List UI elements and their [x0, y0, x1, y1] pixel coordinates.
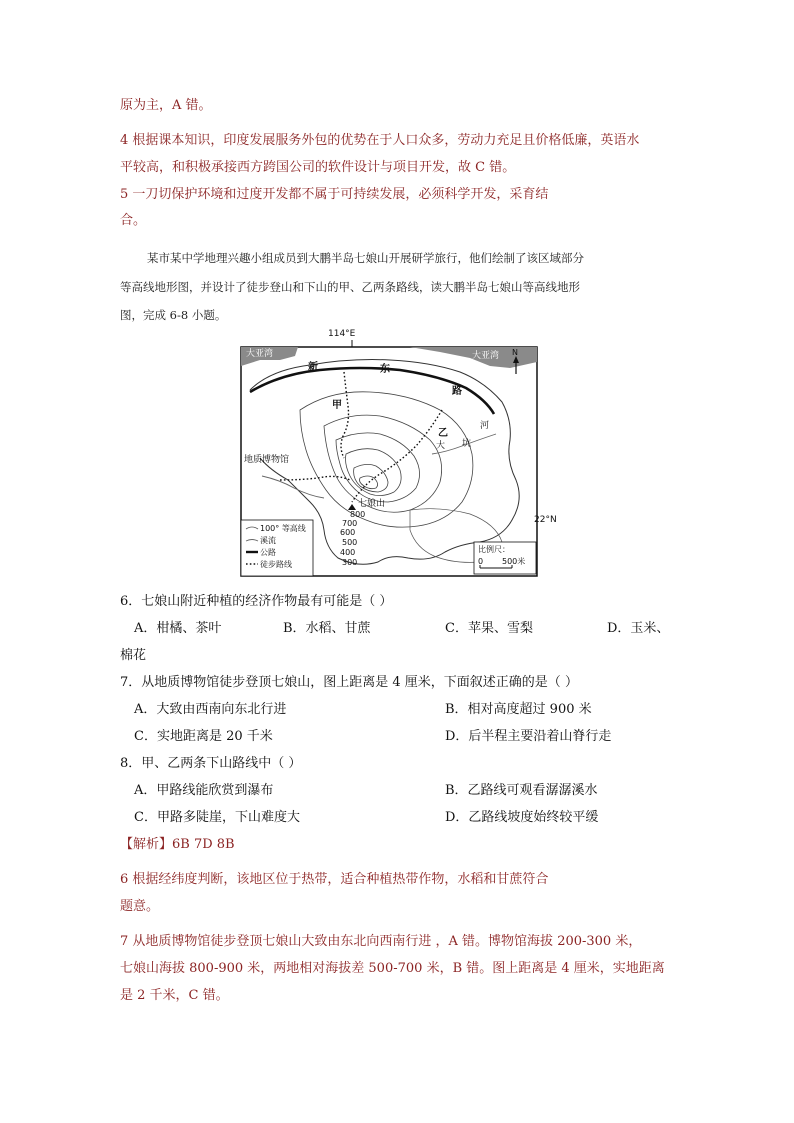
q8-option-c: C．甲路多陡崖，下山难度大 — [134, 810, 300, 825]
bay-right-label: 大亚湾 — [472, 351, 500, 361]
contour-600: 600 — [340, 528, 356, 537]
q8-stem: 8．甲、乙两条下山路线中（ ） — [120, 756, 302, 771]
q6-stem: 6．七娘山附近种植的经济作物最有可能是（ ） — [120, 594, 393, 609]
q7-option-b: B．相对高度超过 900 米 — [445, 702, 592, 717]
q6-option-b: B．水稻、甘蔗 — [283, 621, 371, 636]
q7-option-d: D．后半程主要沿着山脊行走 — [445, 729, 612, 744]
road-char-2: 东 — [380, 364, 390, 375]
legend-road: 公路 — [260, 548, 276, 557]
q7-option-c: C．实地距离是 20 千米 — [134, 729, 273, 744]
bay-left-label: 大亚湾 — [246, 349, 274, 359]
contour-300: 300 — [342, 558, 358, 567]
analysis-6-line2: 题意。 — [120, 899, 160, 914]
river-char-2: 大 — [436, 441, 446, 451]
contour-800: 800 — [350, 510, 366, 519]
contour-map-graphic — [240, 330, 540, 578]
legend-stream: 溪流 — [260, 536, 276, 545]
legend-contour: 100° 等高线 — [260, 524, 306, 533]
road-char-3: 路 — [452, 386, 462, 397]
q6-option-d: D．玉米、 — [607, 621, 670, 636]
q6-option-c: C．苹果、雪梨 — [445, 621, 533, 636]
longitude-label: 114°E — [328, 329, 356, 339]
river-char-1: 河 — [480, 421, 490, 431]
intro-line2: 等高线地形图，并设计了徒步登山和下山的甲、乙两条路线，读大鹏半岛七娘山等高线地形 — [120, 280, 580, 294]
answer-5-line2: 合。 — [120, 213, 147, 228]
contour-400: 400 — [340, 548, 356, 557]
museum-label: 地质博物馆 — [244, 455, 290, 465]
road-char-1: 新 — [308, 362, 318, 373]
analysis-6-line1: 6 根据经纬度判断，该地区位于热带，适合种植热带作物，水稻和甘蔗符合 — [120, 872, 549, 887]
answer-text: 原为主，A 错。 — [120, 98, 212, 113]
q6-option-a: A．柑橘、茶叶 — [134, 621, 222, 636]
route-jia-label: 甲 — [332, 400, 342, 411]
answer-4-line2: 平较高，和积极承接西方跨国公司的软件设计与项目开发，故 C 错。 — [120, 160, 516, 175]
analysis-7-line2: 七娘山海拔 800-900 米，两地相对海拔差 500-700 米，B 错。图上距离是 4 厘米，实地距离 — [120, 961, 665, 976]
q7-option-a: A．大致由西南向东北行进 — [134, 702, 287, 717]
legend-trail: 徒步路线 — [260, 560, 292, 569]
peak-label: 七娘山 — [358, 499, 386, 509]
q6-option-d-cont: 棉花 — [120, 648, 147, 663]
q8-option-b: B．乙路线可观看潺潺溪水 — [445, 783, 598, 798]
intro-line1: 某市某中学地理兴趣小组成员到大鹏半岛七娘山开展研学旅行，他们绘制了该区域部分 — [147, 251, 584, 265]
scale-label: 比例尺： — [478, 545, 510, 554]
answer-4-line1: 4 根据课本知识，印度发展服务外包的优势在于人口众多，劳动力充足且价格低廉，英语水 — [120, 133, 640, 148]
intro-line3: 图，完成 6-8 小题。 — [120, 308, 227, 322]
north-label: N — [512, 348, 518, 357]
scale-zero: 0 — [478, 557, 484, 566]
analysis-7-line3: 是 2 千米，C 错。 — [120, 988, 229, 1003]
latitude-label: 22°N — [534, 515, 557, 525]
contour-700: 700 — [342, 519, 358, 528]
analysis-7-line1: 7 从地质博物馆徒步登顶七娘山大致由东北向西南行进 ，A 错。博物馆海拔 200-300 米， — [120, 934, 642, 949]
contour-map — [240, 329, 557, 578]
contour-500: 500 — [342, 538, 358, 547]
analysis-heading: 【解析】6B 7D 8B — [120, 837, 235, 852]
q8-option-d: D．乙路线坡度始终较平缓 — [445, 810, 599, 825]
river-char-3: 坑 — [462, 439, 472, 449]
route-yi-label: 乙 — [438, 428, 448, 439]
q8-option-a: A．甲路线能欣赏到瀑布 — [134, 783, 274, 798]
answer-5-line1: 5 一刀切保护环境和过度开发都不属于可持续发展，必须科学开发，采育结 — [120, 187, 549, 202]
scale-value: 500米 — [502, 557, 526, 566]
q7-stem: 7．从地质博物馆徒步登顶七娘山，图上距离是 4 厘米，下面叙述正确的是（ ） — [120, 675, 578, 690]
